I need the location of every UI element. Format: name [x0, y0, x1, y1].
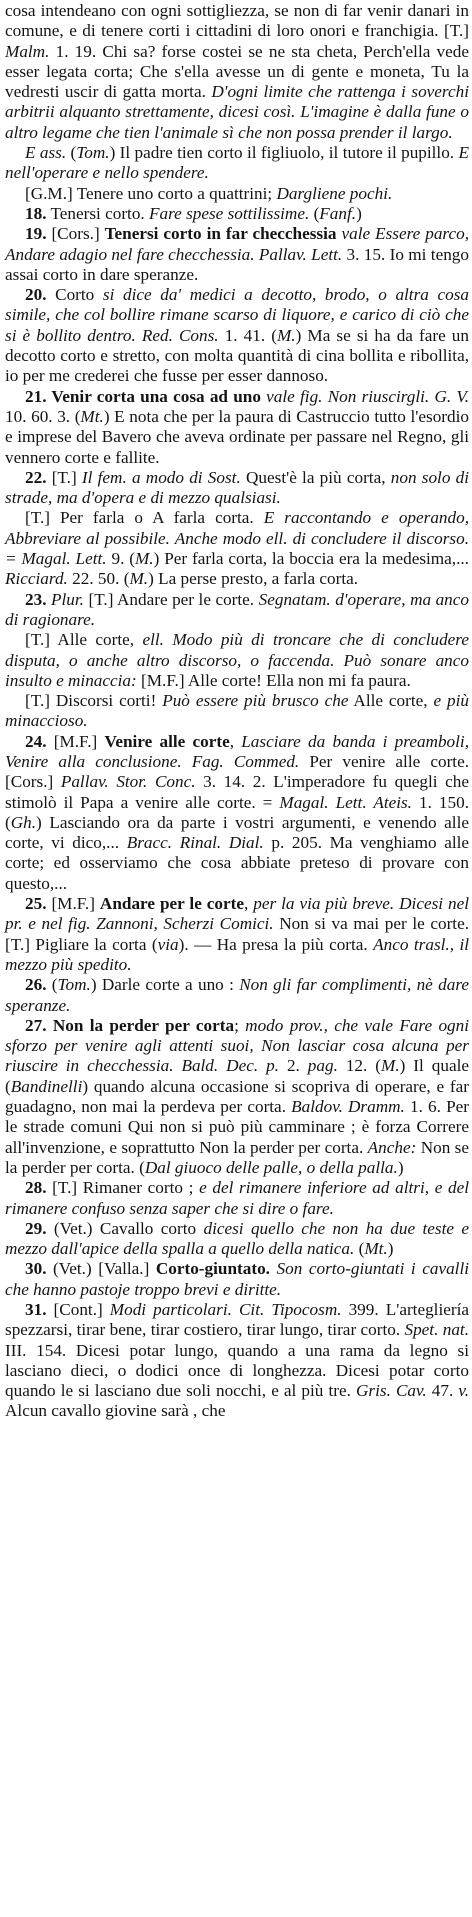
entry-paragraph-p14 — [5, 894, 469, 975]
italic-text: D'ogni limite che rattenga i soverchi arbitrii alquanto strettamente, dicesi così. L'imagine è dalla fune o altro legame che tien l'animale sì che non possa prender il largo. — [5, 82, 469, 142]
body-text: Alle corte, — [348, 691, 434, 711]
entry-heading: 31. — [25, 1300, 47, 1319]
entry-paragraph-p5 — [5, 224, 469, 285]
body-text: [G.M.] Tenere uno corto a quattrini; — [25, 183, 277, 203]
entry-paragraph-p17 — [5, 1178, 469, 1219]
entry-heading: 23. — [25, 589, 47, 609]
body-text: ) Per farla corta, la boccia era la medesima,... — [153, 549, 469, 569]
entry-paragraph-p16 — [5, 1016, 469, 1178]
entry-paragraph-p13 — [5, 732, 469, 894]
entry-paragraph-p11 — [5, 630, 469, 691]
entry-heading: Corto-giuntato. — [155, 1259, 270, 1279]
body-text: 10. 60. 3. ( — [5, 406, 81, 426]
body-text: ) Ma se si ha da fare un decotto corto e stretto, con molta quantità di cina bollita e ribollita, io per me crederei che fusse per esser dannoso. — [5, 325, 469, 386]
entry-heading: Tenersi corto in far checchessia — [104, 224, 337, 244]
italic-text: Anco trasl., il mezzo più spedito. — [5, 934, 469, 974]
italic-text: , per la via più breve. Dicesi nel pr. e nel fig. Zannoni, Scherzi Comici. — [5, 894, 469, 934]
body-text: 3. 15. Io mi tengo assai corto in dare speranze. — [5, 244, 469, 284]
italic-text: non solo di strade, ma d'opera e di mezzo qualsiasi. — [5, 467, 470, 508]
italic-text: Bracc. Rinal. Dial. — [126, 833, 264, 853]
entry-paragraph-p2 — [5, 143, 469, 184]
italic-text: Tom. — [76, 143, 110, 163]
body-text: ( — [354, 1239, 365, 1259]
body-text: Quest'è la più corta, — [240, 467, 391, 487]
italic-text: Magal. Lett. Ateis. — [279, 792, 412, 812]
italic-text: Gris. Cav. — [356, 1381, 427, 1401]
body-text: ) quando alcuna occasione si scopriva di operare, e far guadagno, non mai la perdeva per corta. — [5, 1076, 469, 1117]
italic-text: Modi particolari. Cit. Tipocosm. — [109, 1300, 342, 1319]
body-text: ) Il padre tien corto il figliuolo, il tutore il pupillo. — [109, 143, 459, 163]
italic-text: Mt. — [364, 1239, 388, 1259]
body-text: cosa intendeano con ogni sottigliezza, se non di far venir danari in comune, e di tenere corti i cittadini di loro onori e franchigia. [T.] — [5, 1, 469, 41]
body-text: (Vet.) Cavallo corto — [46, 1218, 204, 1238]
italic-text: M. — [276, 325, 296, 345]
body-text: ) E nota che per la paura di Castruccio tutto l'esordio e imprese del Bavero che aveva ordinate per passare nel Regno, gli vennero corte e fallite. — [5, 406, 469, 467]
body-text: ( — [66, 143, 77, 163]
italic-text: Malm. — [5, 41, 50, 61]
body-text: (Vet.) [Valla.] — [46, 1259, 156, 1279]
italic-text: M. — [134, 549, 154, 569]
body-text: 3. 14. 2. L'imperadore fu quegli che stimolò il Papa a venire alle corte. = — [5, 772, 470, 812]
italic-text: E ass. — [25, 143, 67, 163]
entry-heading: 19. — [25, 224, 47, 244]
italic-text: Gh. — [10, 812, 37, 832]
italic-text: si dice da' medici a decotto, brodo, o altra cosa simile, che col bollire rimane scarso di liquore, e carico di ciò che si è bollito dentro. Red. Cons. — [5, 285, 469, 345]
italic-text: E nell'operare e nello spendere. — [5, 143, 469, 183]
body-text: ) La perse presto, a farla corta. — [148, 569, 359, 589]
italic-text: Anche: — [367, 1137, 417, 1157]
entry-paragraph-p1 — [5, 1, 469, 143]
entry-heading: 28. — [25, 1178, 47, 1198]
body-text: [M.F.] Alle corte! Ella non mi fa paura. — [136, 670, 411, 690]
entry-heading: 25. — [25, 894, 47, 914]
italic-text: Plur. — [51, 589, 84, 609]
body-text: [T.] Per farla o A farla corta. — [25, 508, 264, 528]
entry-heading: 29. — [25, 1218, 47, 1238]
body-text: [T.] Andare per le corte. — [83, 589, 259, 609]
body-text: 9. ( — [106, 549, 135, 569]
italic-text: e più minaccioso. — [5, 691, 470, 731]
entry-paragraph-p4 — [5, 204, 469, 224]
italic-text: Il fem. a modo di Sost. — [81, 467, 241, 487]
entry-paragraph-p12 — [5, 691, 469, 732]
italic-text: vale fig. Non riuscirgli. G. V. — [266, 386, 469, 406]
entry-paragraph-p15 — [5, 975, 469, 1016]
body-text: [M.F.] — [46, 731, 105, 751]
italic-text: Dargliene pochi. — [276, 183, 393, 203]
body-text: ) Darle corte a uno : — [90, 975, 240, 995]
italic-text: Fanf. — [319, 203, 357, 223]
body-text: 2. — [278, 1056, 308, 1076]
italic-text: v. — [458, 1381, 469, 1401]
italic-text: Segnatam. d'operare, ma anco di ragionare. — [5, 589, 469, 629]
body-text: 12. ( — [337, 1056, 381, 1076]
entry-heading: 21. Venir corta una cosa ad uno — [25, 386, 261, 406]
italic-text: dicesi quello che non ha due teste e mezzo dall'apice della spalla a quello della natica. — [5, 1218, 469, 1259]
italic-text: M. — [129, 569, 149, 589]
body-text: 47. — [426, 1381, 459, 1401]
italic-text: e del rimanere inferiore ad altri, e del rimanere confuso senza saper che si dire o fare. — [5, 1178, 469, 1218]
entry-heading: 30. — [25, 1259, 47, 1279]
entry-heading: 18. — [25, 203, 47, 223]
body-text: 1. 19. Chi sa? forse costei se ne sta cheta, Perch'ella vede esser legata corta; Che s'ella avesse un di gente e moneta, Tu la vedresti uscir di gatta morta. — [5, 41, 469, 102]
body-text: 1. 6. Per le strade comuni Qui non si può più camminare ; è forza Correre all'invenzione, e soprattutto Non la perder per corta. — [5, 1097, 470, 1157]
body-text: 1. 41. ( — [218, 325, 277, 345]
body-text: ) Lasciando ora da parte i vostri argumenti, e venendo alle corte, vi dico,... — [5, 812, 469, 853]
entry-heading: 20. — [25, 285, 47, 305]
body-text: [T.] Discorsi corti! — [25, 691, 163, 711]
body-text: 22. 50. ( — [67, 569, 130, 589]
body-text: Alcun cavallo giovine sarà , che — [5, 1401, 226, 1421]
entry-paragraph-p19 — [5, 1259, 469, 1300]
italic-text: vale Essere parco, Andare adagio nel fare checchessia. Pallav. Lett. — [5, 224, 469, 264]
body-text: ) — [356, 203, 362, 223]
body-text: [T.] — [46, 467, 82, 487]
body-text: ) — [397, 1157, 404, 1177]
italic-text: Tom. — [57, 975, 91, 995]
entry-heading: 22. — [25, 467, 47, 487]
italic-text: modo prov., che vale Fare ogni sforzo per venire agli attenti suoi, Non lasciar cosa alcuna per riuscire in checchessia. Bald. Dec. p. — [5, 1015, 469, 1076]
italic-text: Spet. nat. — [404, 1320, 469, 1340]
entry-heading: Andare per le corte — [99, 894, 244, 914]
body-text: [T.] Alle corte, — [25, 630, 143, 650]
italic-text: Ricciard. — [5, 569, 68, 589]
entry-heading: 26. — [25, 975, 47, 995]
italic-text: Può essere più brusco che — [162, 691, 349, 711]
italic-text: ell. Modo più di troncare che di concludere disputa, o anche altro discorso, o faccenda. Può sonare anco insulto e minaccia: — [5, 630, 469, 690]
italic-text: via — [157, 934, 179, 954]
body-text: [M.F.] — [46, 894, 100, 914]
body-text: ( — [309, 203, 320, 223]
body-text: Non si va mai per le corte. [T.] Pigliare la corta ( — [5, 914, 469, 954]
italic-text: Pallav. Stor. Conc. — [60, 772, 196, 792]
body-text: ) — [387, 1239, 394, 1259]
italic-text: Fare spese sottilissime. — [149, 203, 310, 223]
italic-text: Bandinelli — [10, 1076, 83, 1096]
body-text: ) Il quale ( — [5, 1056, 469, 1096]
italic-text: pag. — [307, 1056, 338, 1076]
body-text: 399. L'artegliería spezzarsi, tirar bene, tirar costiero, tirar lungo, tirar corto. — [5, 1300, 469, 1340]
italic-text: E raccontando e operando, Abbreviare al possibile. Anche modo ell. di concludere il discorso. = Magal. Lett. — [5, 508, 469, 569]
body-text: ). — Ha presa la più corta. — [178, 934, 374, 954]
body-text: [Cont.] — [46, 1300, 110, 1319]
italic-text: Dal giuoco delle palle, o della palla. — [144, 1157, 398, 1177]
entry-heading: 24. — [25, 731, 47, 751]
italic-text: Non gli far complimenti, nè dare speranze. — [5, 975, 469, 1015]
italic-text: , Lasciare da banda i preamboli, Venire alla conclusione. Fag. Commed. — [5, 731, 469, 771]
entry-paragraph-p3 — [5, 184, 469, 204]
italic-text: Baldov. Dramm. — [291, 1097, 405, 1117]
body-text: p. 205. Ma venghiamo alle corte; ed osserviamo che cosa abbiate preteso di provare con questo,... — [5, 833, 469, 893]
entry-paragraph-p6 — [5, 285, 469, 386]
body-text: [T.] Rimaner corto ; — [46, 1178, 200, 1198]
entry-paragraph-p7 — [5, 387, 469, 468]
body-text: Per venire alle corte. [Cors.] — [5, 751, 469, 792]
body-text: 1. 150. ( — [5, 792, 469, 832]
body-text: ; — [234, 1015, 246, 1035]
body-text: Non se la perder per corta. ( — [5, 1137, 469, 1177]
entry-heading: 27. Non la perder per corta — [25, 1015, 235, 1035]
body-text: [Cors.] — [46, 224, 105, 244]
italic-text: Mt. — [80, 406, 104, 426]
entry-paragraph-p8 — [5, 468, 469, 509]
italic-text: M. — [381, 1056, 400, 1076]
italic-text: Son corto-giuntati i cavalli che hanno pastoje troppo brevi e diritte. — [5, 1259, 469, 1299]
body-text: ( — [46, 975, 58, 995]
body-text: III. 154. Dicesi potar lungo, quando a una rama da legno si lasciano dieci, o dodici once di longhezza. Dicesi potar corto quando le si lasciano due soli nocchi, e al più tre. — [5, 1340, 469, 1401]
entry-paragraph-p9 — [5, 508, 469, 589]
entry-heading: Venire alle corte — [104, 731, 230, 751]
body-text: Corto — [46, 285, 103, 305]
entry-paragraph-p10 — [5, 590, 469, 631]
body-text: Tenersi corto. — [46, 203, 150, 223]
entry-paragraph-p18 — [5, 1219, 469, 1260]
entry-paragraph-p20 — [5, 1300, 469, 1422]
